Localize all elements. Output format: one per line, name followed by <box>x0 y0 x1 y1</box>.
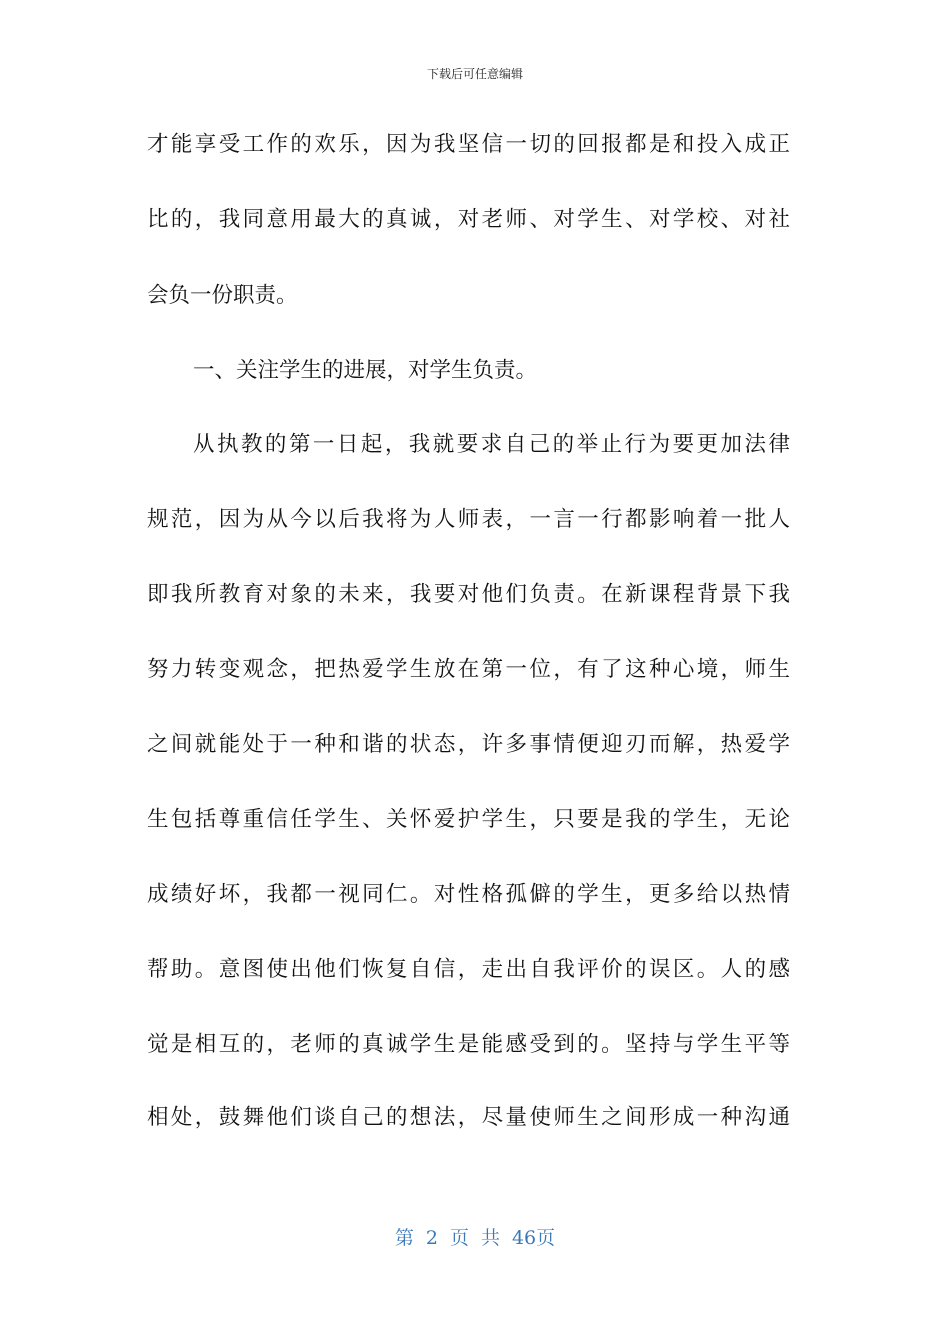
total-prefix: 共 <box>480 1227 500 1249</box>
body-line-13: 觉是相互的，老师的真诚学生是能感受到的。坚持与学生平等 <box>147 1032 790 1057</box>
body-line-7: 即我所教育对象的未来，我要对他们负责。在新课程背景下我 <box>147 582 790 607</box>
body-line-2: 比的，我同意用最大的真诚，对老师、对学生、对学校、对社 <box>147 207 790 232</box>
body-line-5: 从执教的第一日起，我就要求自己的举止行为要更加法律 <box>193 432 790 457</box>
page-prefix: 第 <box>394 1227 414 1249</box>
body-line-10: 生包括尊重信任学生、关怀爱护学生，只要是我的学生，无论 <box>147 807 790 832</box>
page-mid: 页 <box>449 1227 469 1249</box>
body-line-14: 相处，鼓舞他们谈自己的想法，尽量使师生之间形成一种沟通 <box>147 1105 790 1130</box>
body-line-12: 帮助。意图使出他们恢复自信，走出自我评价的误区。人的感 <box>147 957 790 982</box>
body-line-11: 成绩好坏，我都一视同仁。对性格孤僻的学生，更多给以热情 <box>147 882 790 907</box>
body-line-6: 规范，因为从今以后我将为人师表，一言一行都影响着一批人 <box>147 507 790 532</box>
body-line-8: 努力转变观念，把热爱学生放在第一位，有了这种心境，师生 <box>147 657 790 682</box>
current-page-number: 2 <box>425 1227 438 1249</box>
page-number-footer <box>0 1225 950 1251</box>
page-header-note: 下载后可任意编辑 <box>426 67 523 81</box>
body-line-3: 会负一份职责。 <box>147 283 298 308</box>
section-heading: 一、关注学生的进展，对学生负责。 <box>193 358 538 383</box>
body-line-9: 之间就能处于一种和谐的状态，许多事情便迎刃而解，热爱学 <box>147 732 790 757</box>
body-line-1: 才能享受工作的欢乐，因为我坚信一切的回报都是和投入成正 <box>147 132 790 157</box>
total-pages-number: 46 <box>511 1227 537 1249</box>
page-suffix: 页 <box>536 1227 556 1249</box>
